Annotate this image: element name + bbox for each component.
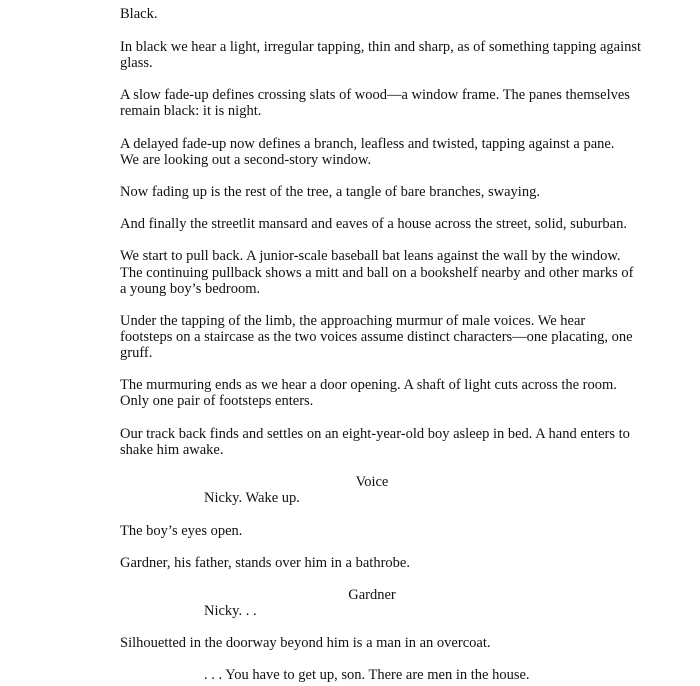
action-line: The boy’s eyes open.: [120, 523, 243, 539]
character-name: Voice: [355, 474, 389, 490]
action-line: Gardner, his father, stands over him in a bathrobe.: [120, 555, 410, 571]
action-line: We are looking out a second-story window.: [120, 152, 372, 168]
action-line: The continuing pullback shows a mitt and ball on a bookshelf nearby and other marks of: [120, 265, 634, 281]
dialogue-line: . . . You have to get up, son. There are men in the house.: [204, 667, 530, 683]
character-name: Gardner: [348, 587, 396, 603]
action-line: The murmuring ends as we hear a door opening. A shaft of light cuts across the room.: [120, 377, 617, 393]
dialogue-line: Nicky. Wake up.: [204, 490, 300, 506]
action-line: A slow fade-up defines crossing slats of wood—a window frame. The panes themselves: [120, 87, 630, 103]
action-line: Silhouetted in the doorway beyond him is a man in an overcoat.: [120, 635, 491, 651]
action-line: A delayed fade-up now defines a branch, leafless and twisted, tapping against a pane.: [120, 136, 615, 152]
action-line: And finally the streetlit mansard and eaves of a house across the street, solid, suburban.: [120, 216, 627, 232]
action-line: We start to pull back. A junior-scale baseball bat leans against the wall by the window.: [120, 248, 621, 264]
action-line: gruff.: [120, 345, 153, 361]
action-line: Under the tapping of the limb, the approaching murmur of male voices. We hear: [120, 313, 586, 329]
action-line: footsteps on a staircase as the two voices assume distinct characters—one placating, one: [120, 329, 633, 345]
dialogue-line: Nicky. . .: [204, 603, 257, 619]
action-line: remain black: it is night.: [120, 103, 262, 119]
action-line: glass.: [120, 55, 153, 71]
action-line: Only one pair of footsteps enters.: [120, 393, 314, 409]
action-line: Now fading up is the rest of the tree, a tangle of bare branches, swaying.: [120, 184, 540, 200]
action-line: Our track back finds and settles on an eight-year-old boy asleep in bed. A hand enters to: [120, 426, 630, 442]
action-line: Black.: [120, 6, 158, 22]
action-line: In black we hear a light, irregular tapping, thin and sharp, as of something tapping against: [120, 39, 642, 55]
action-line: shake him awake.: [120, 442, 224, 458]
action-line: a young boy’s bedroom.: [120, 281, 261, 297]
